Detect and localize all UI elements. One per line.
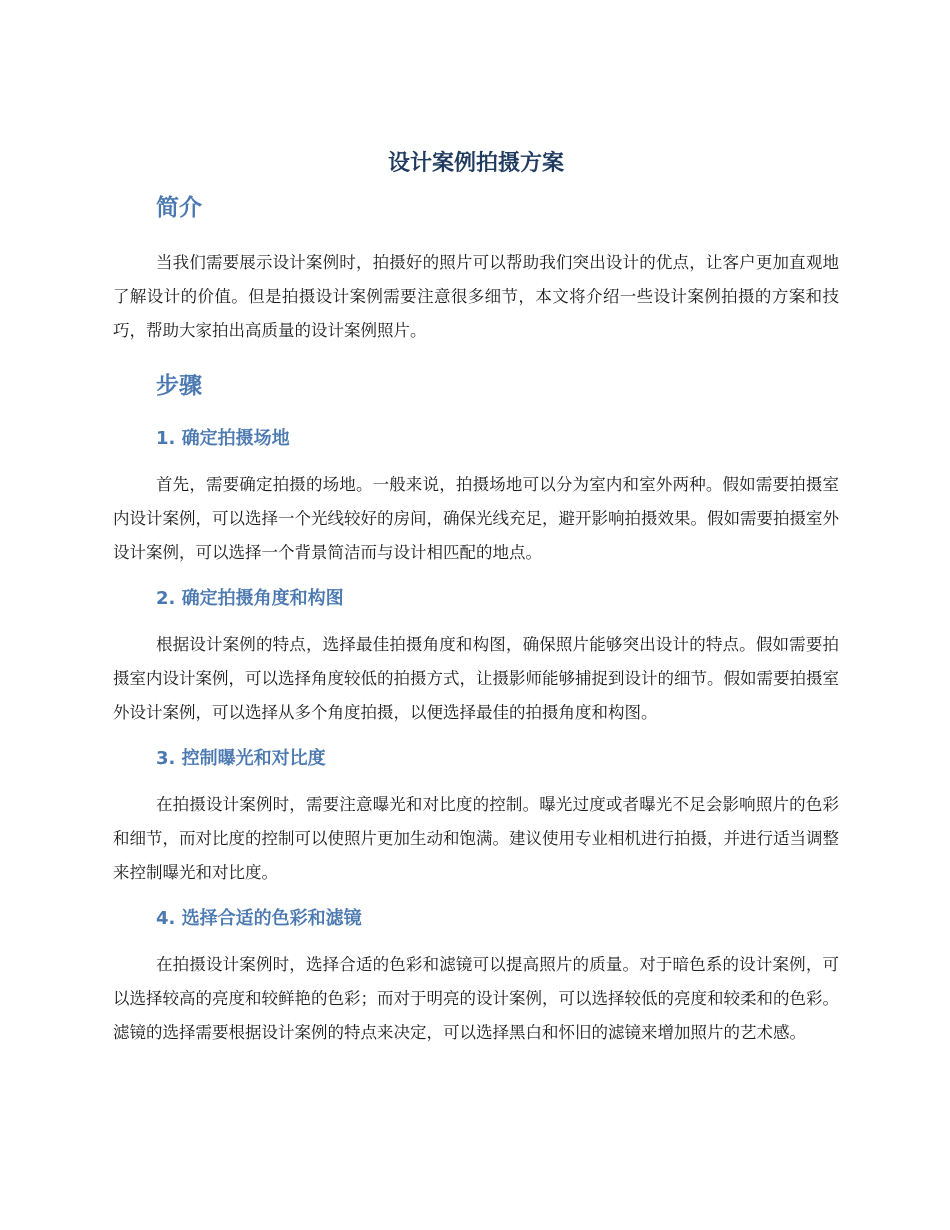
step-heading-3: 3. 控制曝光和对比度 (156, 748, 326, 769)
step-heading-1: 1. 确定拍摄场地 (156, 428, 290, 449)
document-title: 设计案例拍摄方案 (387, 151, 564, 176)
step-paragraph-3: 在拍摄设计案例时，需要注意曝光和对比度的控制。曝光过度或者曝光不足会影响照片的色彩和细节，而对比度的控制可以使照片更加生动和饱满。建议使用专业相机进行拍摄，并进行适当调整来控制曝光和对比度。 (113, 795, 839, 882)
step-paragraph-1: 首先，需要确定拍摄的场地。一般来说，拍摄场地可以分为室内和室外两种。假如需要拍摄室内设计案例，可以选择一个光线较好的房间，确保光线充足，避开影响拍摄效果。假如需要拍摄室外设计案例，可以选择一个背景简洁而与设计相匹配的地点。 (113, 475, 839, 562)
section-heading-intro: 简介 (156, 195, 202, 221)
document-body (113, 146, 839, 1050)
step-paragraph-4: 在拍摄设计案例时，选择合适的色彩和滤镜可以提高照片的质量。对于暗色系的设计案例，可以选择较高的亮度和较鲜艳的色彩；而对于明亮的设计案例，可以选择较低的亮度和较柔和的色彩。滤镜的选择需要根据设计案例的特点来决定，可以选择黑白和怀旧的滤镜来增加照片的艺术感。 (113, 955, 839, 1042)
step-heading-4: 4. 选择合适的色彩和滤镜 (156, 908, 362, 929)
step-paragraph-2: 根据设计案例的特点，选择最佳拍摄角度和构图，确保照片能够突出设计的特点。假如需要拍摄室内设计案例，可以选择角度较低的拍摄方式，让摄影师能够捕捉到设计的细节。假如需要拍摄室外设计案例，可以选择从多个角度拍摄，以便选择最佳的拍摄角度和构图。 (113, 635, 839, 722)
intro-paragraph: 当我们需要展示设计案例时，拍摄好的照片可以帮助我们突出设计的优点，让客户更加直观地了解设计的价值。但是拍摄设计案例需要注意很多细节，本文将介绍一些设计案例拍摄的方案和技巧，帮助大家拍出高质量的设计案例照片。 (113, 253, 839, 340)
section-heading-steps: 步骤 (156, 373, 202, 399)
step-heading-2: 2. 确定拍摄角度和构图 (156, 588, 344, 609)
